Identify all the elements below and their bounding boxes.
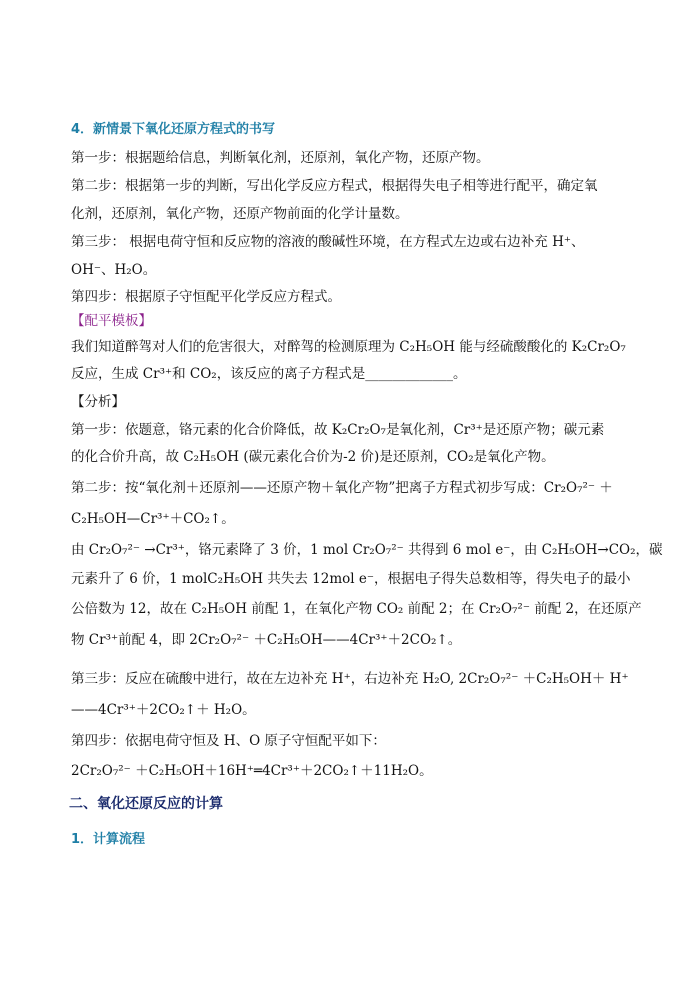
template-heading: 【配平模板】 <box>71 313 152 329</box>
subsection-heading-1: 1．计算流程 <box>71 832 146 847</box>
analysis-step2-line2: C₂H₅OH—Cr³⁺＋CO₂↑。 <box>71 511 235 527</box>
problem-text-line1: 我们知道醉驾对人们的危害很大，对醉驾的检测原理为 C₂H₅OH 能与经硫酸酸化的 K₂Cr₂O₇ <box>71 339 626 355</box>
step-3-text-line2: OH⁻、H₂O。 <box>71 262 157 278</box>
analysis-detail-line2: 元素升了 6 价，1 molC₂H₅OH 共失去 12mol e⁻，根据电子得失总数相等，得失电子的最小 <box>71 571 631 587</box>
problem-text-line2: 反应，生成 Cr³⁺和 CO₂，该反应的离子方程式是_____________。 <box>71 366 467 382</box>
step-4-text: 第四步：根据原子守恒配平化学反应方程式。 <box>71 289 341 305</box>
analysis-step1-line1: 第一步：依题意，铬元素的化合价降低，故 K₂Cr₂O₇是氧化剂，Cr³⁺是还原产物；碳元素 <box>71 422 605 438</box>
analysis-heading: 【分析】 <box>71 394 125 410</box>
final-equation: 2Cr₂O₇²⁻ ＋C₂H₅OH＋16H⁺═4Cr³⁺＋2CO₂↑＋11H₂O。 <box>71 763 433 779</box>
analysis-step4-text: 第四步：依据电荷守恒及 H、O 原子守恒配平如下： <box>71 733 386 749</box>
step-1-text: 第一步：根据题给信息，判断氧化剂，还原剂，氧化产物，还原产物。 <box>71 150 490 166</box>
analysis-step3-line2: ——4Cr³⁺＋2CO₂↑＋ H₂O。 <box>71 702 256 718</box>
analysis-step1-line2: 的化合价升高，故 C₂H₅OH (碳元素化合价为-2 价)是还原剂，CO₂是氧化产物。 <box>71 449 555 465</box>
section-heading-4: 4．新情景下氧化还原方程式的书写 <box>71 122 276 137</box>
analysis-step2-line1: 第二步：按“氧化剂＋还原剂——还原产物＋氧化产物”把离子方程式初步写成：Cr₂O₇²⁻ ＋ <box>71 480 613 496</box>
analysis-step3-line1: 第三步：反应在硫酸中进行，故在左边补充 H⁺，右边补充 H₂O, 2Cr₂O₇²⁻ ＋C₂H₅OH＋ H⁺ <box>71 671 629 687</box>
analysis-detail-line1: 由 Cr₂O₇²⁻ →Cr³⁺，铬元素降了 3 价，1 mol Cr₂O₇²⁻ 共得到 6 mol e⁻，由 C₂H₅OH→CO₂，碳 <box>71 542 663 558</box>
step-2-text-line1: 第二步：根据第一步的判断，写出化学反应方程式，根据得失电子相等进行配平，确定氧 <box>71 178 598 194</box>
analysis-detail-line4: 物 Cr³⁺前配 4，即 2Cr₂O₇²⁻ ＋C₂H₅OH——4Cr³⁺＋2CO₂↑。 <box>71 632 462 648</box>
step-2-text-line2: 化剂，还原剂，氧化产物，还原产物前面的化学计量数。 <box>71 206 409 222</box>
section-heading-2: 二、氧化还原反应的计算 <box>69 796 223 812</box>
step-3-text-line1: 第三步： 根据电荷守恒和反应物的溶液的酸碱性环境，在方程式左边或右边补充 H⁺、 <box>71 234 585 250</box>
analysis-detail-line3: 公倍数为 12，故在 C₂H₅OH 前配 1，在氧化产物 CO₂ 前配 2；在 Cr₂O₇²⁻ 前配 2，在还原产 <box>71 601 642 617</box>
